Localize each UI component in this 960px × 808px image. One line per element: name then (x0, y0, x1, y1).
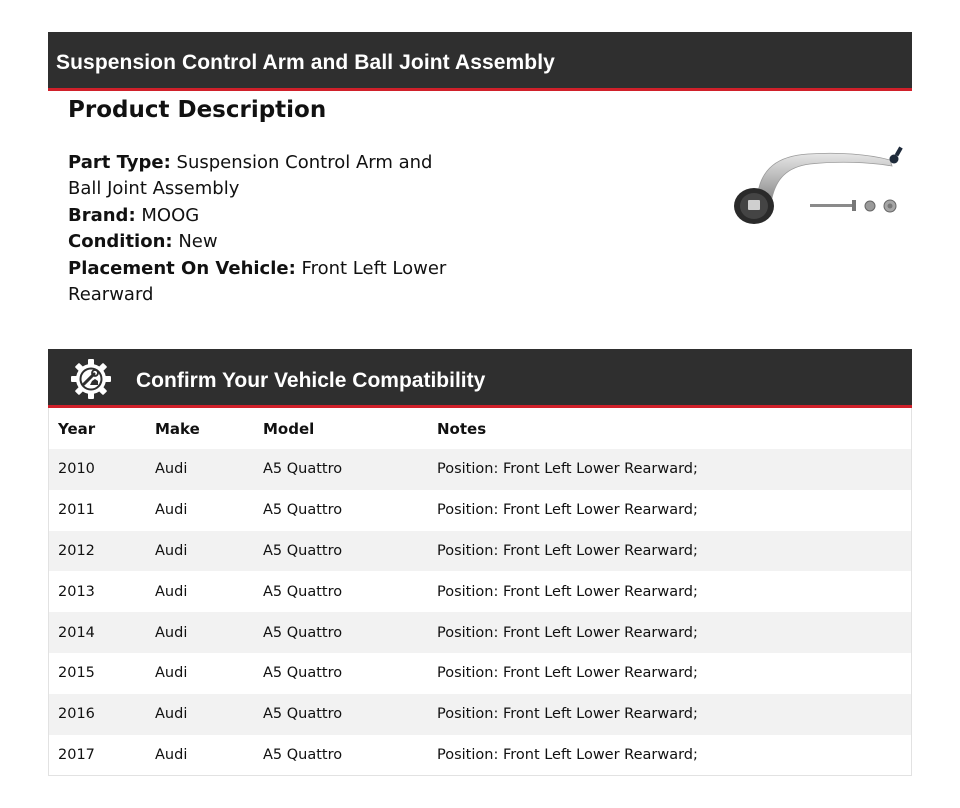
column-header-model: Model (263, 419, 315, 438)
table-header-row (49, 408, 911, 449)
product-title: Suspension Control Arm and Ball Joint Assembly (56, 51, 555, 74)
cell-model: A5 Quattro (263, 624, 343, 641)
cell-model: A5 Quattro (263, 583, 343, 600)
cell-model: A5 Quattro (263, 746, 343, 763)
table-row (49, 449, 911, 490)
cell-year: 2010 (58, 461, 95, 478)
cell-year: 2015 (58, 665, 95, 682)
field-label: Placement On Vehicle: (68, 257, 296, 279)
field-label: Part Type: (68, 152, 171, 173)
table-row (49, 571, 911, 612)
product-title-banner (48, 32, 912, 91)
gear-icon (70, 358, 112, 400)
compatibility-title: Confirm Your Vehicle Compatibility (136, 369, 486, 392)
cell-make: Audi (155, 502, 188, 519)
cell-notes: Position: Front Left Lower Rearward; (437, 706, 698, 723)
field-label: Brand: (68, 204, 136, 226)
cell-model: A5 Quattro (263, 542, 343, 559)
cell-make: Audi (155, 746, 188, 763)
cell-notes: Position: Front Left Lower Rearward; (437, 461, 698, 478)
cell-year: 2012 (58, 542, 95, 559)
column-header-year: Year (58, 419, 96, 438)
field-value: New (178, 231, 218, 253)
table-row (49, 490, 911, 531)
cell-notes: Position: Front Left Lower Rearward; (437, 665, 698, 682)
column-header-notes: Notes (437, 419, 487, 438)
cell-notes: Position: Front Left Lower Rearward; (437, 624, 698, 641)
column-header-make: Make (155, 419, 200, 438)
cell-make: Audi (155, 665, 188, 682)
control-arm-product-image (728, 140, 908, 232)
field-part-type (68, 150, 448, 203)
field-value: MOOG (141, 204, 200, 226)
field-value: Front Left Lower Rearward (68, 257, 447, 306)
cell-notes: Position: Front Left Lower Rearward; (437, 502, 698, 519)
table-row (49, 694, 911, 735)
cell-notes: Position: Front Left Lower Rearward; (437, 746, 698, 763)
table-row (49, 735, 911, 776)
cell-year: 2011 (58, 502, 95, 519)
cell-year: 2014 (58, 624, 95, 641)
table-row (49, 612, 911, 653)
cell-notes: Position: Front Left Lower Rearward; (437, 583, 698, 600)
cell-make: Audi (155, 624, 188, 641)
table-row (49, 653, 911, 694)
cell-model: A5 Quattro (263, 706, 343, 723)
field-value: Suspension Control Arm and Ball Joint Assembly (68, 152, 433, 200)
cell-year: 2013 (58, 583, 95, 600)
cell-model: A5 Quattro (263, 461, 343, 478)
field-label: Condition: (68, 231, 173, 253)
cell-year: 2016 (58, 706, 95, 723)
cell-model: A5 Quattro (263, 502, 343, 519)
cell-model: A5 Quattro (263, 665, 343, 682)
field-placement (68, 256, 448, 309)
field-brand (68, 203, 448, 229)
product-description-list (68, 150, 448, 308)
compatibility-banner (48, 349, 912, 408)
product-description-heading: Product Description (68, 97, 327, 123)
cell-notes: Position: Front Left Lower Rearward; (437, 542, 698, 559)
cell-make: Audi (155, 583, 188, 600)
field-condition (68, 229, 448, 255)
compatibility-table (48, 408, 912, 776)
cell-make: Audi (155, 542, 188, 559)
table-row (49, 531, 911, 572)
cell-year: 2017 (58, 746, 95, 763)
cell-make: Audi (155, 706, 188, 723)
cell-make: Audi (155, 461, 188, 478)
